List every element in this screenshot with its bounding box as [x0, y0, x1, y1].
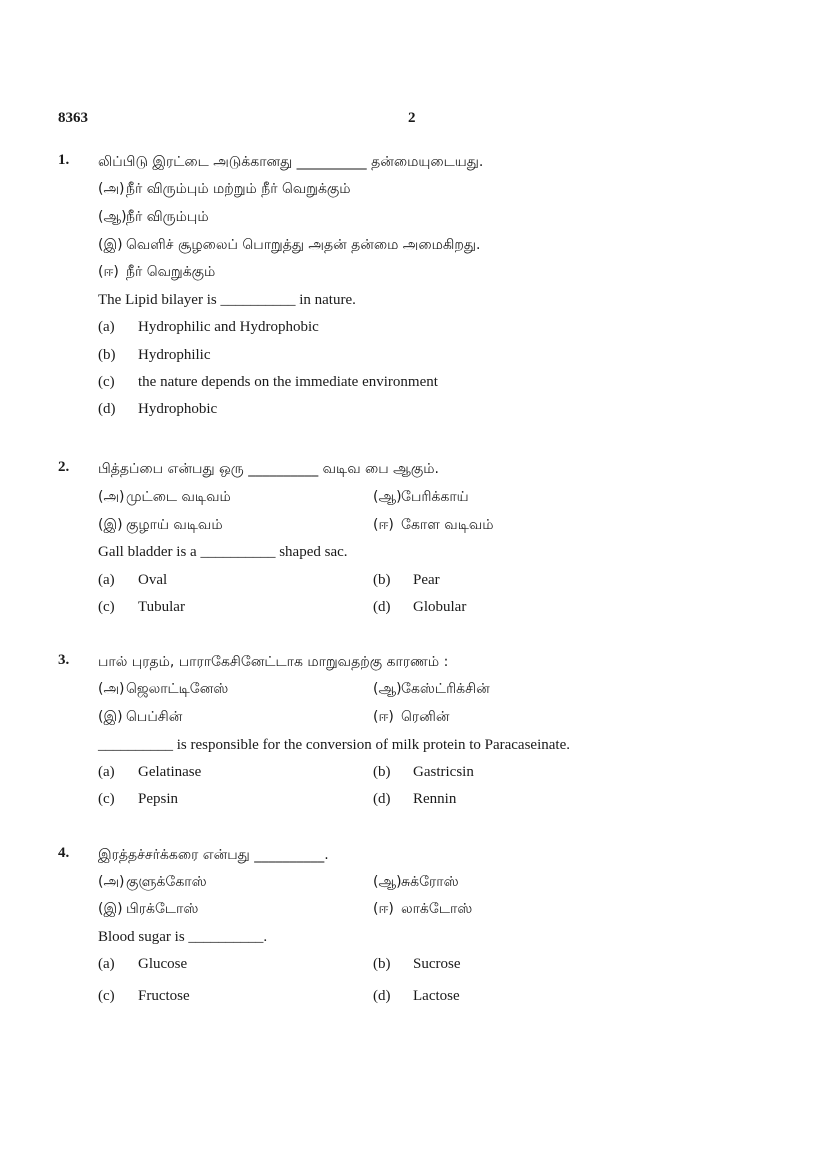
english-option	[98, 317, 319, 337]
question-number: 4.	[58, 845, 70, 861]
tamil-question-stem: பால் புரதம், பாராகேசினேட்டாக மாறுவதற்கு காரணம் :	[98, 654, 449, 670]
tamil-option	[98, 872, 207, 892]
option-text: Lactose	[413, 988, 460, 1004]
option-marker: (அ)	[98, 874, 125, 890]
english-option	[98, 954, 187, 974]
english-option	[373, 986, 460, 1006]
tamil-option	[373, 679, 490, 699]
option-text: Rennin	[413, 791, 457, 807]
option-marker: (c)	[98, 988, 115, 1004]
option-marker: (இ)	[98, 237, 123, 253]
option-marker: (d)	[373, 988, 391, 1004]
option-marker: (d)	[373, 599, 391, 615]
tamil-option	[98, 207, 209, 227]
option-marker: (b)	[373, 956, 391, 972]
option-text: Gastricsin	[413, 764, 474, 780]
english-option	[98, 399, 217, 419]
option-text: நீர் விரும்பும்	[126, 209, 209, 225]
page-header	[0, 110, 826, 132]
tamil-option	[98, 262, 215, 282]
english-option	[373, 954, 461, 974]
option-marker: (இ)	[98, 517, 123, 533]
english-option	[98, 986, 190, 1006]
option-text: the nature depends on the immediate environment	[138, 374, 438, 390]
option-text: முட்டை வடிவம்	[126, 489, 231, 505]
question-3	[58, 650, 778, 815]
tamil-option	[98, 179, 351, 199]
option-text: ரெனின்	[401, 709, 450, 725]
option-text: Fructose	[138, 988, 190, 1004]
option-marker: (a)	[98, 572, 115, 588]
option-text: Pepsin	[138, 791, 179, 807]
option-text: பிரக்டோஸ்	[126, 901, 199, 917]
tamil-option	[98, 515, 223, 535]
option-marker: (a)	[98, 319, 115, 335]
tamil-option	[98, 487, 231, 507]
option-marker: (b)	[98, 347, 116, 363]
option-text: Hydrophilic	[138, 347, 211, 363]
tamil-option	[98, 899, 198, 919]
english-question-stem: The Lipid bilayer is __________ in nature.	[98, 292, 356, 308]
english-option	[98, 762, 201, 782]
question-1	[58, 150, 778, 425]
english-option	[98, 372, 438, 392]
english-option	[373, 762, 474, 782]
option-text: Hydrophilic and Hydrophobic	[138, 319, 319, 335]
option-text: லாக்டோஸ்	[401, 901, 473, 917]
option-marker: (c)	[98, 791, 115, 807]
tamil-option	[98, 235, 480, 255]
option-text: கோள வடிவம்	[401, 517, 494, 533]
option-text: ஜெலாட்டினேஸ்	[126, 681, 229, 697]
option-text: நீர் வெறுக்கும்	[126, 264, 216, 280]
tamil-question-stem: லிப்பிடு இரட்டை அடுக்கானது __________ தன்மையுடையது.	[98, 154, 484, 170]
tamil-option	[373, 487, 469, 507]
option-text: Pear	[413, 572, 440, 588]
option-marker: (c)	[98, 599, 115, 615]
option-text: குழாய் வடிவம்	[126, 517, 223, 533]
option-marker: (ஆ)	[373, 874, 402, 890]
option-text: சுக்ரோஸ்	[401, 874, 459, 890]
tamil-option	[373, 872, 459, 892]
option-marker: (ஈ)	[373, 709, 394, 725]
option-text: Gelatinase	[138, 764, 202, 780]
option-marker: (b)	[373, 764, 391, 780]
option-marker: (a)	[98, 956, 115, 972]
option-text: Globular	[413, 599, 467, 615]
option-text: Glucose	[138, 956, 188, 972]
option-marker: (d)	[373, 791, 391, 807]
tamil-question-stem: பித்தப்பை என்பது ஒரு __________ வடிவ பை ஆகும்.	[98, 461, 439, 477]
tamil-option	[373, 515, 494, 535]
question-4	[58, 843, 778, 1013]
question-2	[58, 457, 778, 622]
english-option	[98, 789, 178, 809]
option-marker: (அ)	[98, 489, 125, 505]
option-marker: (ஈ)	[98, 264, 119, 280]
option-marker: (அ)	[98, 181, 125, 197]
tamil-option	[373, 899, 472, 919]
option-marker: (ஈ)	[373, 901, 394, 917]
english-option	[98, 570, 167, 590]
english-option	[373, 597, 466, 617]
question-number: 2.	[58, 459, 70, 475]
option-text: Hydrophobic	[138, 401, 218, 417]
option-text: வெளிச் சூழலைப் பொறுத்து அதன் தன்மை அமைகிறது.	[126, 237, 481, 253]
question-number: 1.	[58, 152, 70, 168]
option-marker: (c)	[98, 374, 115, 390]
english-question-stem: Blood sugar is __________.	[98, 929, 268, 945]
option-marker: (அ)	[98, 681, 125, 697]
english-question-stem: Gall bladder is a __________ shaped sac.	[98, 544, 348, 560]
english-option	[373, 789, 456, 809]
option-text: பெப்சின்	[126, 709, 183, 725]
english-question-stem: __________ is responsible for the conversion of milk protein to Paracaseinate.	[98, 737, 570, 753]
option-marker: (ஆ)	[373, 681, 402, 697]
option-marker: (b)	[373, 572, 391, 588]
option-text: பேரிக்காய்	[401, 489, 469, 505]
page-number: 2	[408, 110, 416, 126]
option-marker: (d)	[98, 401, 116, 417]
question-number: 3.	[58, 652, 70, 668]
option-marker: (ஆ)	[98, 209, 127, 225]
english-option	[98, 345, 211, 365]
option-text: Tubular	[138, 599, 185, 615]
option-marker: (ஈ)	[373, 517, 394, 533]
tamil-question-stem: இரத்தச்சர்க்கரை என்பது __________.	[98, 847, 329, 863]
option-marker: (ஆ)	[373, 489, 402, 505]
option-text: Sucrose	[413, 956, 461, 972]
option-text: நீர் விரும்பும் மற்றும் நீர் வெறுக்கும்	[126, 181, 351, 197]
tamil-option	[98, 679, 228, 699]
english-option	[373, 570, 440, 590]
tamil-option	[373, 707, 449, 727]
option-text: குளுக்கோஸ்	[126, 874, 207, 890]
paper-code: 8363	[58, 110, 88, 126]
tamil-option	[98, 707, 182, 727]
option-marker: (a)	[98, 764, 115, 780]
option-marker: (இ)	[98, 901, 123, 917]
english-option	[98, 597, 185, 617]
option-text: கேஸ்ட்ரிக்சின்	[401, 681, 490, 697]
option-marker: (இ)	[98, 709, 123, 725]
option-text: Oval	[138, 572, 168, 588]
